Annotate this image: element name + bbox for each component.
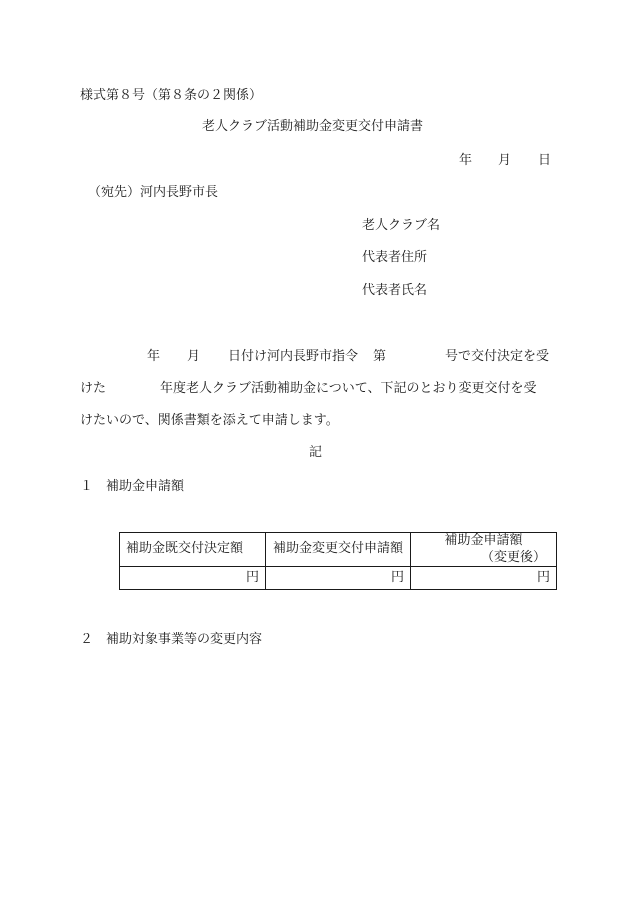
table-header-after-change: （変更後）	[480, 549, 546, 565]
requested-amount-cell[interactable]: 円	[411, 567, 557, 590]
form-number: 様式第８号（第８条の２関係）	[80, 88, 263, 103]
date-year-label: 年	[459, 153, 473, 168]
subsidy-amount-table	[119, 532, 557, 590]
body-decision-year: 年	[147, 349, 161, 364]
representative-name-label: 代表者氏名	[362, 283, 428, 298]
representative-address-label: 代表者住所	[362, 250, 428, 265]
change-request-amount-cell[interactable]: 円	[266, 567, 411, 590]
table-header-change-request-amount: 補助金変更交付申請額	[266, 533, 411, 567]
body-decision-dated: 日付け河内長野市指令	[228, 349, 359, 364]
date-month-label: 月	[498, 153, 512, 168]
section-2-heading: ２ 補助対象事業等の変更内容	[80, 632, 263, 647]
body-line3: けたいので、関係書類を添えて申請します。	[80, 413, 339, 428]
body-line2-start: けた	[80, 381, 107, 396]
date-day-label: 日	[538, 153, 552, 168]
body-directive-number-suffix: 号で交付決定を受	[445, 349, 550, 364]
body-line2-rest: 年度老人クラブ活動補助金について、下記のとおり変更交付を受	[160, 381, 537, 396]
document-title: 老人クラブ活動補助金変更交付申請書	[202, 119, 424, 134]
section-1-heading: １ 補助金申請額	[80, 479, 185, 494]
body-decision-month: 月	[187, 349, 201, 364]
club-name-label: 老人クラブ名	[362, 218, 441, 233]
decided-amount-cell[interactable]: 円	[120, 567, 266, 590]
table-header-requested-amount-after-change	[411, 533, 557, 567]
ki-heading: 記	[309, 445, 323, 460]
table-header-decided-amount: 補助金既交付決定額	[120, 533, 266, 567]
table-row	[120, 567, 557, 590]
table-header-requested-amount: 補助金申請額	[444, 533, 523, 549]
addressee: （宛先）河内長野市長	[88, 185, 219, 200]
table-header-row	[120, 533, 557, 567]
body-directive-number-prefix: 第	[373, 349, 387, 364]
